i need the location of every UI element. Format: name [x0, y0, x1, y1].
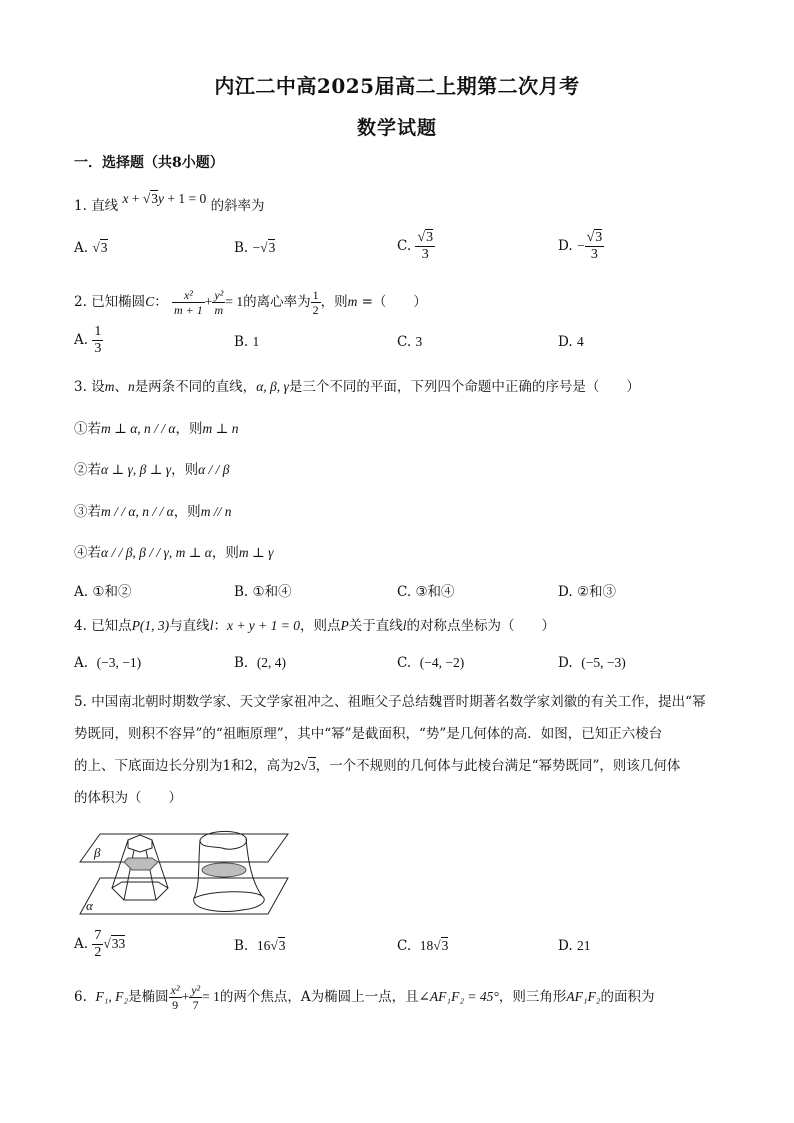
- question-3: 3. 设m、n是两条不同的直线，α, β, γ是三个不同的平面，下列四个命题中正确的序号是（ ）: [74, 379, 640, 395]
- q2-option-d[interactable]: D. 4: [558, 334, 584, 350]
- q4-option-b[interactable]: B. (2, 4): [234, 655, 287, 671]
- q1-option-c[interactable]: C. $\frac{√3}{3}$: [397, 230, 434, 262]
- q3-prop-3: ③若m / / α, n / / α，则m // n: [74, 504, 232, 520]
- question-5: 5. 中国南北朝时期数学家、天文学家祖冲之、祖暅父子总结魏晋时期著名数学家刘徽的有关工作，提出“幂 势既同，则积不容异”的“祖暅原理”，其中“幂”是截面积，“势”是几何体的高．如图，已知正六棱台 的上、下底面边长分别为1和2，高为2√3，一个不规则的几何体与此棱台满足“幂势既同”，则该几何体 的体积为（ ）: [74, 694, 706, 806]
- question-1: 1. 直线 x + √3y + 1 = 0 的斜率为: [74, 191, 265, 214]
- q2-option-c[interactable]: C. 3: [397, 334, 423, 350]
- q2-option-a[interactable]: A. $\frac{1}{3}$: [74, 324, 102, 356]
- q5-figure: [72, 826, 294, 918]
- section-heading: 一．选择题（共8小题）: [74, 155, 224, 171]
- q3-prop-4: ④若α / / β, β / / γ, m ⊥ α，则m ⊥ γ: [74, 545, 274, 561]
- q5-option-c[interactable]: C. 18√3: [397, 938, 449, 954]
- q3-option-b[interactable]: B. ①和④: [234, 584, 292, 600]
- question-4: 4. 已知点P(1, 3)与直线l：x + y + 1 = 0，则点P关于直线l的对称点坐标为（ ）: [74, 618, 556, 634]
- exam-subtitle: 数学试题: [356, 117, 437, 139]
- q4-option-d[interactable]: D. (−5, −3): [558, 655, 626, 671]
- q4-option-a[interactable]: A. (−3, −1): [74, 655, 142, 671]
- q1-post: 的斜率为: [210, 198, 265, 214]
- q3-option-d[interactable]: D. ②和③: [558, 584, 617, 600]
- plane-alpha: [80, 878, 288, 914]
- q2-option-b[interactable]: B. 1: [234, 334, 260, 350]
- q5-option-b[interactable]: B. 16√3: [234, 938, 286, 954]
- hexagonal-frustum: [112, 835, 168, 900]
- label-alpha: α: [86, 898, 93, 913]
- q3-option-c[interactable]: C. ③和④: [397, 584, 455, 600]
- question-6: 6. F₁, F₂是椭圆 $\frac{\text{x²}}{9}$ + $\frac{\text{y²}}{7}$ = 1的两个焦点，A为椭圆上一点，且∠AF₁F₂ = 45°，则三角形AF₁F₂的面积为: [74, 983, 655, 1012]
- q5-option-a[interactable]: A. $\frac{7}{2}$ √33: [74, 928, 126, 960]
- exam-title: 内江二中高2025届高二上期第二次月考: [214, 74, 580, 98]
- q3-option-a[interactable]: A. ①和②: [74, 584, 132, 600]
- q1-sqrt: √3: [142, 191, 159, 206]
- irregular-solid: [194, 831, 265, 911]
- q3-prop-2: ②若α ⊥ γ, β ⊥ γ，则α / / β: [74, 462, 230, 478]
- q1-pre: 直线: [91, 198, 119, 214]
- plane-beta: [80, 834, 288, 862]
- label-beta: β: [94, 845, 101, 860]
- q4-option-c[interactable]: C. (−4, −2): [397, 655, 465, 671]
- q1-option-d[interactable]: D. − $\frac{√3}{3}$: [558, 230, 603, 262]
- q5-option-d[interactable]: D. 21: [558, 938, 591, 954]
- q1-option-a[interactable]: A. √3: [74, 240, 108, 256]
- q3-prop-1: ①若m ⊥ α, n / / α，则m ⊥ n: [74, 421, 239, 437]
- q1-number: 1.: [74, 198, 87, 214]
- q1-option-b[interactable]: B. −√3: [234, 240, 276, 256]
- question-2: 2. 已知椭圆C： $\frac{\text{x²}}{m + 1}$ + $\frac{\text{y²}}{m}$ = 1的离心率为 $\frac{1}{2}$ ，则m =（ ）: [74, 288, 427, 317]
